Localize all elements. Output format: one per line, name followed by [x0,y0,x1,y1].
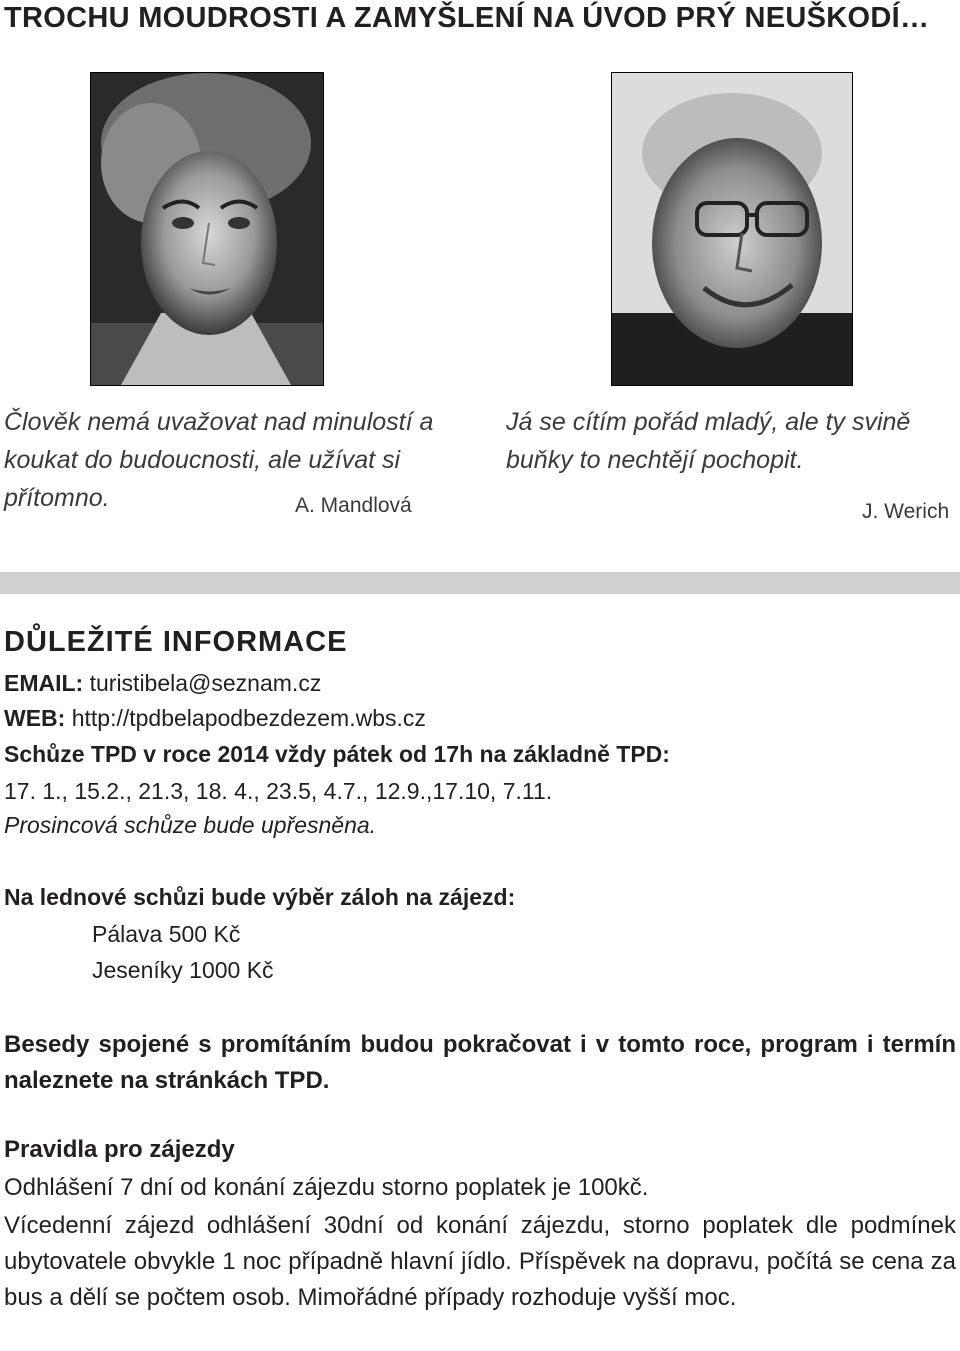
meeting-dates: 17. 1., 15.2., 21.3, 18. 4., 23.5, 4.7., 12.9.,17.10, 7.11. [4,778,553,804]
lectures-paragraph: Besedy spojené s promítáním budou pokračovat i v tomto roce, program i termín naleznete na stránkách TPD. [4,1031,956,1094]
web-label: WEB: [4,705,66,731]
page-heading: TROCHU MOUDROSTI A ZAMYŠLENÍ NA ÚVOD PRÝ NEUŠKODÍ… [4,2,930,34]
web-link[interactable]: http://tpdbelapodbezdezem.wbs.cz [71,705,426,731]
rules-heading: Pravidla pro zájezdy [4,1136,235,1163]
december-note: Prosincová schůze bude upřesněna. [4,812,377,838]
email-line [4,670,321,697]
deposits-heading: Na lednové schůzi bude výběr záloh na zájezd: [4,884,516,910]
quote-text: Člověk nemá uvažovat nad minulostí a koukat do budoucnosti, ale užívat si přítomno. [4,408,434,512]
web-line [4,705,426,732]
quote-author: J. Werich [862,500,950,523]
quote-author: A. Mandlová [295,494,412,517]
quote-text: Já se cítím pořád mladý, ale ty svině buňky to nechtějí pochopit. [506,408,911,474]
portrait-man [611,72,853,386]
rules-line: Odhlášení 7 dní od konání zájezdu storno poplatek je 100kč. [4,1174,649,1201]
email-label: EMAIL: [4,670,84,696]
deposit-item: Jeseníky 1000 Kč [92,957,274,983]
section-divider [0,572,960,594]
email-link[interactable]: turistibela@seznam.cz [89,670,322,696]
rules-paragraph: Vícedenní zájezd odhlášení 30dní od konání zájezdu, storno poplatek dle podmínek ubytovatele obvykle 1 noc případně hlavní jídlo. Příspěvek na dopravu, počítá se cena za bus a dělí se počtem osob. Mimořádné případy rozhoduje vyšší moc. [4,1212,956,1311]
portrait-woman [90,72,324,386]
meetings-line: Schůze TPD v roce 2014 vždy pátek od 17h na základně TPD: [4,741,670,767]
deposit-item: Pálava 500 Kč [92,921,241,947]
info-heading: DŮLEŽITÉ INFORMACE [4,626,348,658]
